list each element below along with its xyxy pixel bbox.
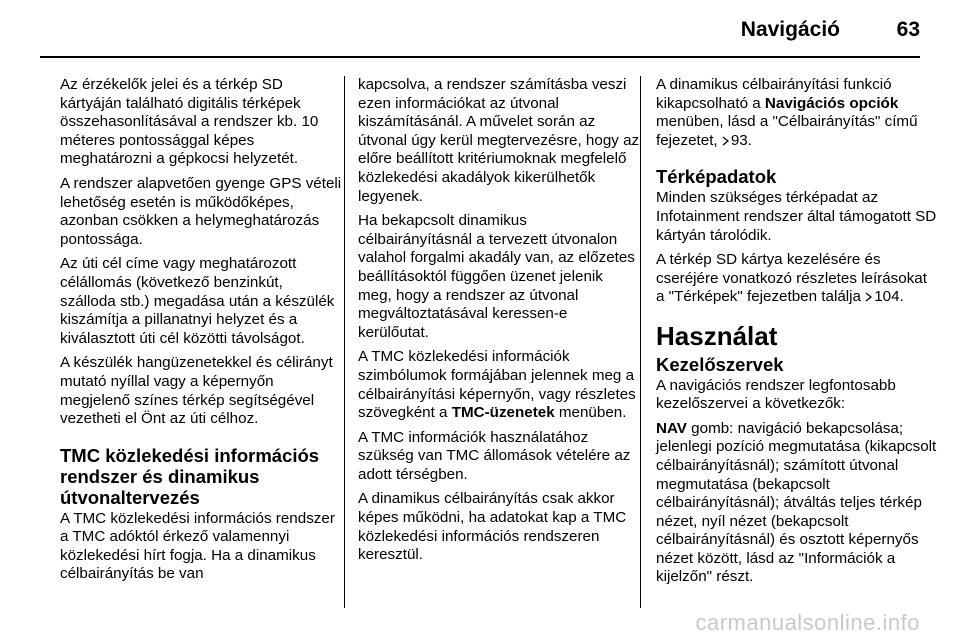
paragraph: A készülék hangüzenetekkel és célirányt mutató nyíllal vagy a képernyőn megjelenő színes térkép segítségével vezetheti el Önt az úti célhoz. <box>60 354 333 428</box>
paragraph: A rendszer alapvetően gyenge GPS vételi lehetőség esetén is működőképes, azonban csökken a helymeghatározás pontossága. <box>60 174 342 248</box>
page-number: 63 <box>896 18 920 41</box>
nav-button-label: NAV <box>656 419 687 437</box>
paragraph: A dinamikus célbairányítási funkció kikapcsolható a Navigációs opciók menüben, lásd a "Célbairányítás" című fejezetet, 93. <box>656 76 918 149</box>
section-heading-usage: Használat <box>656 320 778 351</box>
paragraph: Ha bekapcsolt dinamikus célbairányításnál a tervezett útvonalon valahol forgalmi akadály van, az előzetes beállításoktól függően üzenet jelenik meg, hogy a rendszer az útvonal megváltoztatásával keressen-e kerülőutat. <box>358 212 635 341</box>
paragraph: Az úti cél címe vagy meghatározott célállomás (következő benzinkút, szálloda stb.) megadása után a készülék kiszámítja a pillanatnyi helyzet és a kiválasztott úti cél közötti távolságot. <box>60 255 335 347</box>
paragraph: A TMC információk használatához szükség van TMC állomások vételére az adott térségben. <box>358 428 631 483</box>
paragraph: kapcsolva, a rendszer számításba veszi ezen információkat az útvonal kiszámításánál. A művelet során az útvonal úgy kerül megtervezésre, hogy az előre beállított kritériumoknak megfelelő közlekedési akadályok kikerülhetők legyenek. <box>358 76 640 205</box>
column-3 <box>656 76 938 593</box>
menu-name-tmc-messages: TMC-üzenetek <box>451 404 555 422</box>
watermark: carmanualsonline.info <box>695 610 920 635</box>
header-rule <box>40 56 920 58</box>
section-heading-controls: Kezelőszervek <box>656 353 784 375</box>
paragraph: A térkép SD kártya kezelésére és cseréjére vonatkozó részletes leírásokat a "Térképek" fejezetben találja 104. <box>656 251 927 306</box>
page-reference[interactable]: 104 <box>865 288 899 305</box>
paragraph: Az érzékelők jelei és a térkép SD kártyáján található digitális térképek összehasonlításával a rendszer kb. 10 méteres pontossággal képes meghatározni a gépkocsi helyzetét. <box>60 76 319 168</box>
page-reference[interactable]: 93 <box>722 132 748 149</box>
page-reference-arrow-icon <box>865 292 872 302</box>
paragraph: Minden szükséges térképadat az Infotainment rendszer által támogatott SD kártyán tárolódik. <box>656 189 937 244</box>
page-reference-arrow-icon <box>722 136 729 146</box>
section-heading-tmc: TMC közlekedési információs rendszer és dinamikus útvonaltervezés <box>60 444 320 508</box>
column-divider <box>640 76 641 608</box>
menu-name-navigation-options: Navigációs opciók <box>764 94 899 112</box>
column-2 <box>358 76 640 571</box>
paragraph: A TMC közlekedési információk szimbólumok formájában jelennek meg a célbairányítási képernyőn, vagy részletes szövegként a TMC-üzenetek menüben. <box>358 348 636 422</box>
column-divider <box>344 76 345 608</box>
paragraph: A navigációs rendszer legfontosabb kezelőszervei a következők: <box>656 376 896 413</box>
paragraph: A dinamikus célbairányítás csak akkor képes működni, ha adatokat kap a TMC közlekedési információs rendszeren keresztül. <box>358 490 627 564</box>
paragraph: NAV gomb: navigáció bekapcsolása; jelenlegi pozíció megmutatása (kikapcsolt célbairányításnál); számított útvonal megmutatása (bekapcsolt célbairányításnál); átváltás teljes térkép nézet, nyíl nézet (bekapcsolt célbairányításnál) és osztott képernyős nézet között, lásd az "Információk a kijelzőn" részt. <box>656 419 937 586</box>
page-header <box>0 0 960 60</box>
section-heading-map-data: Térképadatok <box>656 166 777 188</box>
paragraph: A TMC közlekedési információs rendszer a TMC adóktól érkező valamennyi közlekedési hírt fogja. Ha a dinamikus célbairányítás be van <box>60 509 335 583</box>
column-1 <box>60 76 342 590</box>
page-title: Navigáció <box>740 18 840 41</box>
